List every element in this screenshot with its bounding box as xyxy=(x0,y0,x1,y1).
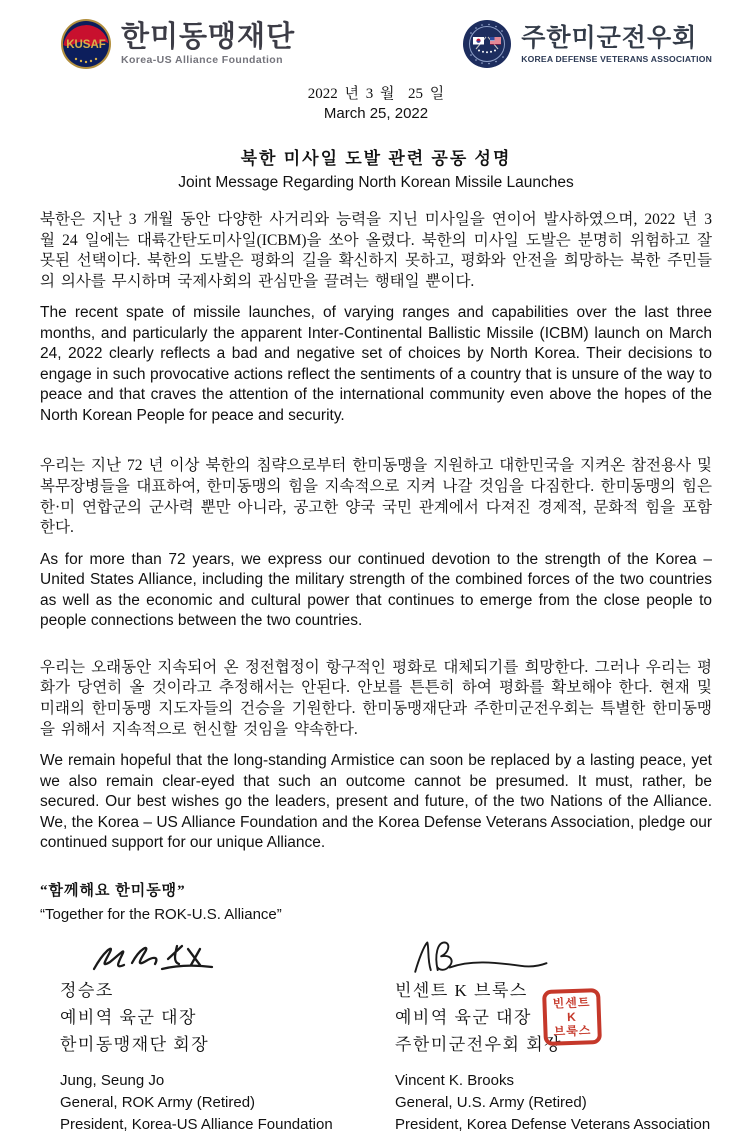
kdva-logo-title: 주한미군전우회 xyxy=(521,23,698,52)
header xyxy=(40,14,712,74)
signature-row xyxy=(40,939,712,1058)
left-signer-title-korean: 한미동맹재단 회장 xyxy=(60,1034,210,1054)
seal-line-3: 브룩스 xyxy=(553,1022,592,1039)
kusaf-logo xyxy=(60,18,295,70)
left-signer-rank-english: General, ROK Army (Retired) xyxy=(60,1093,256,1111)
kusaf-emblem-icon xyxy=(60,18,112,70)
right-signer-title-english: President, Korea Defense Veterans Association xyxy=(395,1115,711,1133)
paragraph-korean-3: 우리는 오래동안 지속되어 온 정전협정이 항구적인 평화로 대체되기를 희망한다. 그러나 우리는 평화가 당연히 올 것이라고 추정해서는 안된다. 안보를 튼튼히 하여 평화를 확보해야 한다. 현재 및 미래의 한미동맹 지도자들의 건승을 기원한다. 한미동맹재단과 주한미군전우회는 특별한 한미동맹을 위해서 지속적으로 헌신할 것임을 약속한다. xyxy=(40,658,712,738)
right-signer-name-korean: 빈센트 K 브룩스 xyxy=(395,980,528,1000)
left-signer-name-korean: 정승조 xyxy=(60,980,114,1000)
seal-line-2: K xyxy=(566,1009,578,1024)
seal-line-1: 빈센트 xyxy=(552,994,591,1011)
signature-block-right xyxy=(395,939,712,1058)
title-block xyxy=(40,148,712,194)
paragraph-english-3: We remain hopeful that the long-standing Armistice can soon be replaced by a lasting peace, yet we also remain clear-eyed that such an outcome cannot be presumed. It must, rather, be secured. Our best wishes go the leaders, present and future, of the two Nations of the Alliance. We, the Korea – US Alliance Foundation and the Korea Defense Veterans Association, pledge our continued support for our unique Alliance. xyxy=(40,752,712,852)
paragraph-english-2: As for more than 72 years, we express our continued devotion to the strength of the Korea – United States Alliance, including the military strength of the combined forces of the two countries as well as the economic and cultural power that continues to emerge from the close people to people connections between the two countries. xyxy=(40,550,712,630)
date-korean: 2022 년 3 월 25 일 xyxy=(307,86,445,102)
kusaf-logo-title: 한미동맹재단 xyxy=(121,21,296,53)
right-signer-rank-korean: 예비역 육군 대장 xyxy=(395,1007,532,1027)
slogan-korean: “함께해요 한미동맹” xyxy=(40,882,186,899)
kdva-logo xyxy=(462,19,712,69)
brooks-red-seal xyxy=(542,988,602,1046)
brooks-signature-icon xyxy=(395,939,565,977)
slogan-block xyxy=(40,881,712,925)
left-signer-title-english: President, Korea-US Alliance Foundation xyxy=(60,1115,333,1133)
svg-text:KUSAF: KUSAF xyxy=(66,39,106,51)
document-title-korean: 북한 미사일 도발 관련 공동 성명 xyxy=(240,149,512,168)
paragraph-korean-2: 우리는 지난 72 년 이상 북한의 침략으로부터 한미동맹을 지원하고 대한민국을 지켜온 참전용사 및 복무장병들을 대표하여, 한미동맹의 힘을 지속적으로 지켜 나갈 것임을 다짐한다. 한미동맹의 힘은 한·미 연합군의 군사력 뿐만 아니라, 공고한 양국 국민 관계에서 다져진 경제적, 문화적 힘을 포함한다. xyxy=(40,457,712,537)
right-signer-name-english: Vincent K. Brooks xyxy=(395,1071,514,1089)
paragraph-english-1: The recent spate of missile launches, of varying ranges and capabilities over the last three months, and particularly the apparent Inter-Continental Ballistic Missile (ICBM) launch on March 24, 2022 clearly reflects a bad and negative set of choices by North Korea. Their decisions to engage in such provocative actions reflect the sentiments of a country that is unsure of the way to peace and that craves the attention of the international community even above the hopes of the North Korean People for peace and security. xyxy=(40,304,712,424)
paragraph-korean-1: 북한은 지난 3 개월 동안 다양한 사거리와 능력을 지닌 미사일을 연이어 발사하였으며, 2022 년 3 월 24 일에는 대륙간탄도미사일(ICBM)을 쏘아 올렸다. 북한의 미사일 도발은 분명히 위험하고 잘못된 선택이다. 북한의 도발은 평화의 길을 확신하지 못하고, 평화와 안전을 희망하는 북한 주민들의 의사를 무시하며 국제사회의 관심만을 끌려는 행태일 뿐이다. xyxy=(40,211,712,290)
right-signer-rank-english: General, U.S. Army (Retired) xyxy=(395,1093,587,1111)
kdva-emblem-icon xyxy=(462,19,512,69)
credentials-row xyxy=(40,1070,712,1136)
jung-signature-icon xyxy=(84,939,224,977)
credentials-right xyxy=(395,1070,712,1136)
signature-block-left xyxy=(60,939,395,1058)
date-block xyxy=(40,84,712,124)
date-english: March 25, 2022 xyxy=(323,105,429,122)
left-signer-rank-korean: 예비역 육군 대장 xyxy=(60,1007,197,1027)
right-signer-title-korean: 주한미군전우회 회장 xyxy=(395,1034,563,1054)
left-signer-name-english: Jung, Seung Jo xyxy=(60,1071,165,1089)
kusaf-logo-subtitle: Korea-US Alliance Foundation xyxy=(121,54,283,66)
kdva-logo-subtitle: KOREA DEFENSE VETERANS ASSOCIATION xyxy=(521,53,712,64)
credentials-left xyxy=(60,1070,395,1136)
document-title-english: Joint Message Regarding North Korean Missile Launches xyxy=(178,174,574,191)
slogan-english: “Together for the ROK-U.S. Alliance” xyxy=(40,905,282,923)
